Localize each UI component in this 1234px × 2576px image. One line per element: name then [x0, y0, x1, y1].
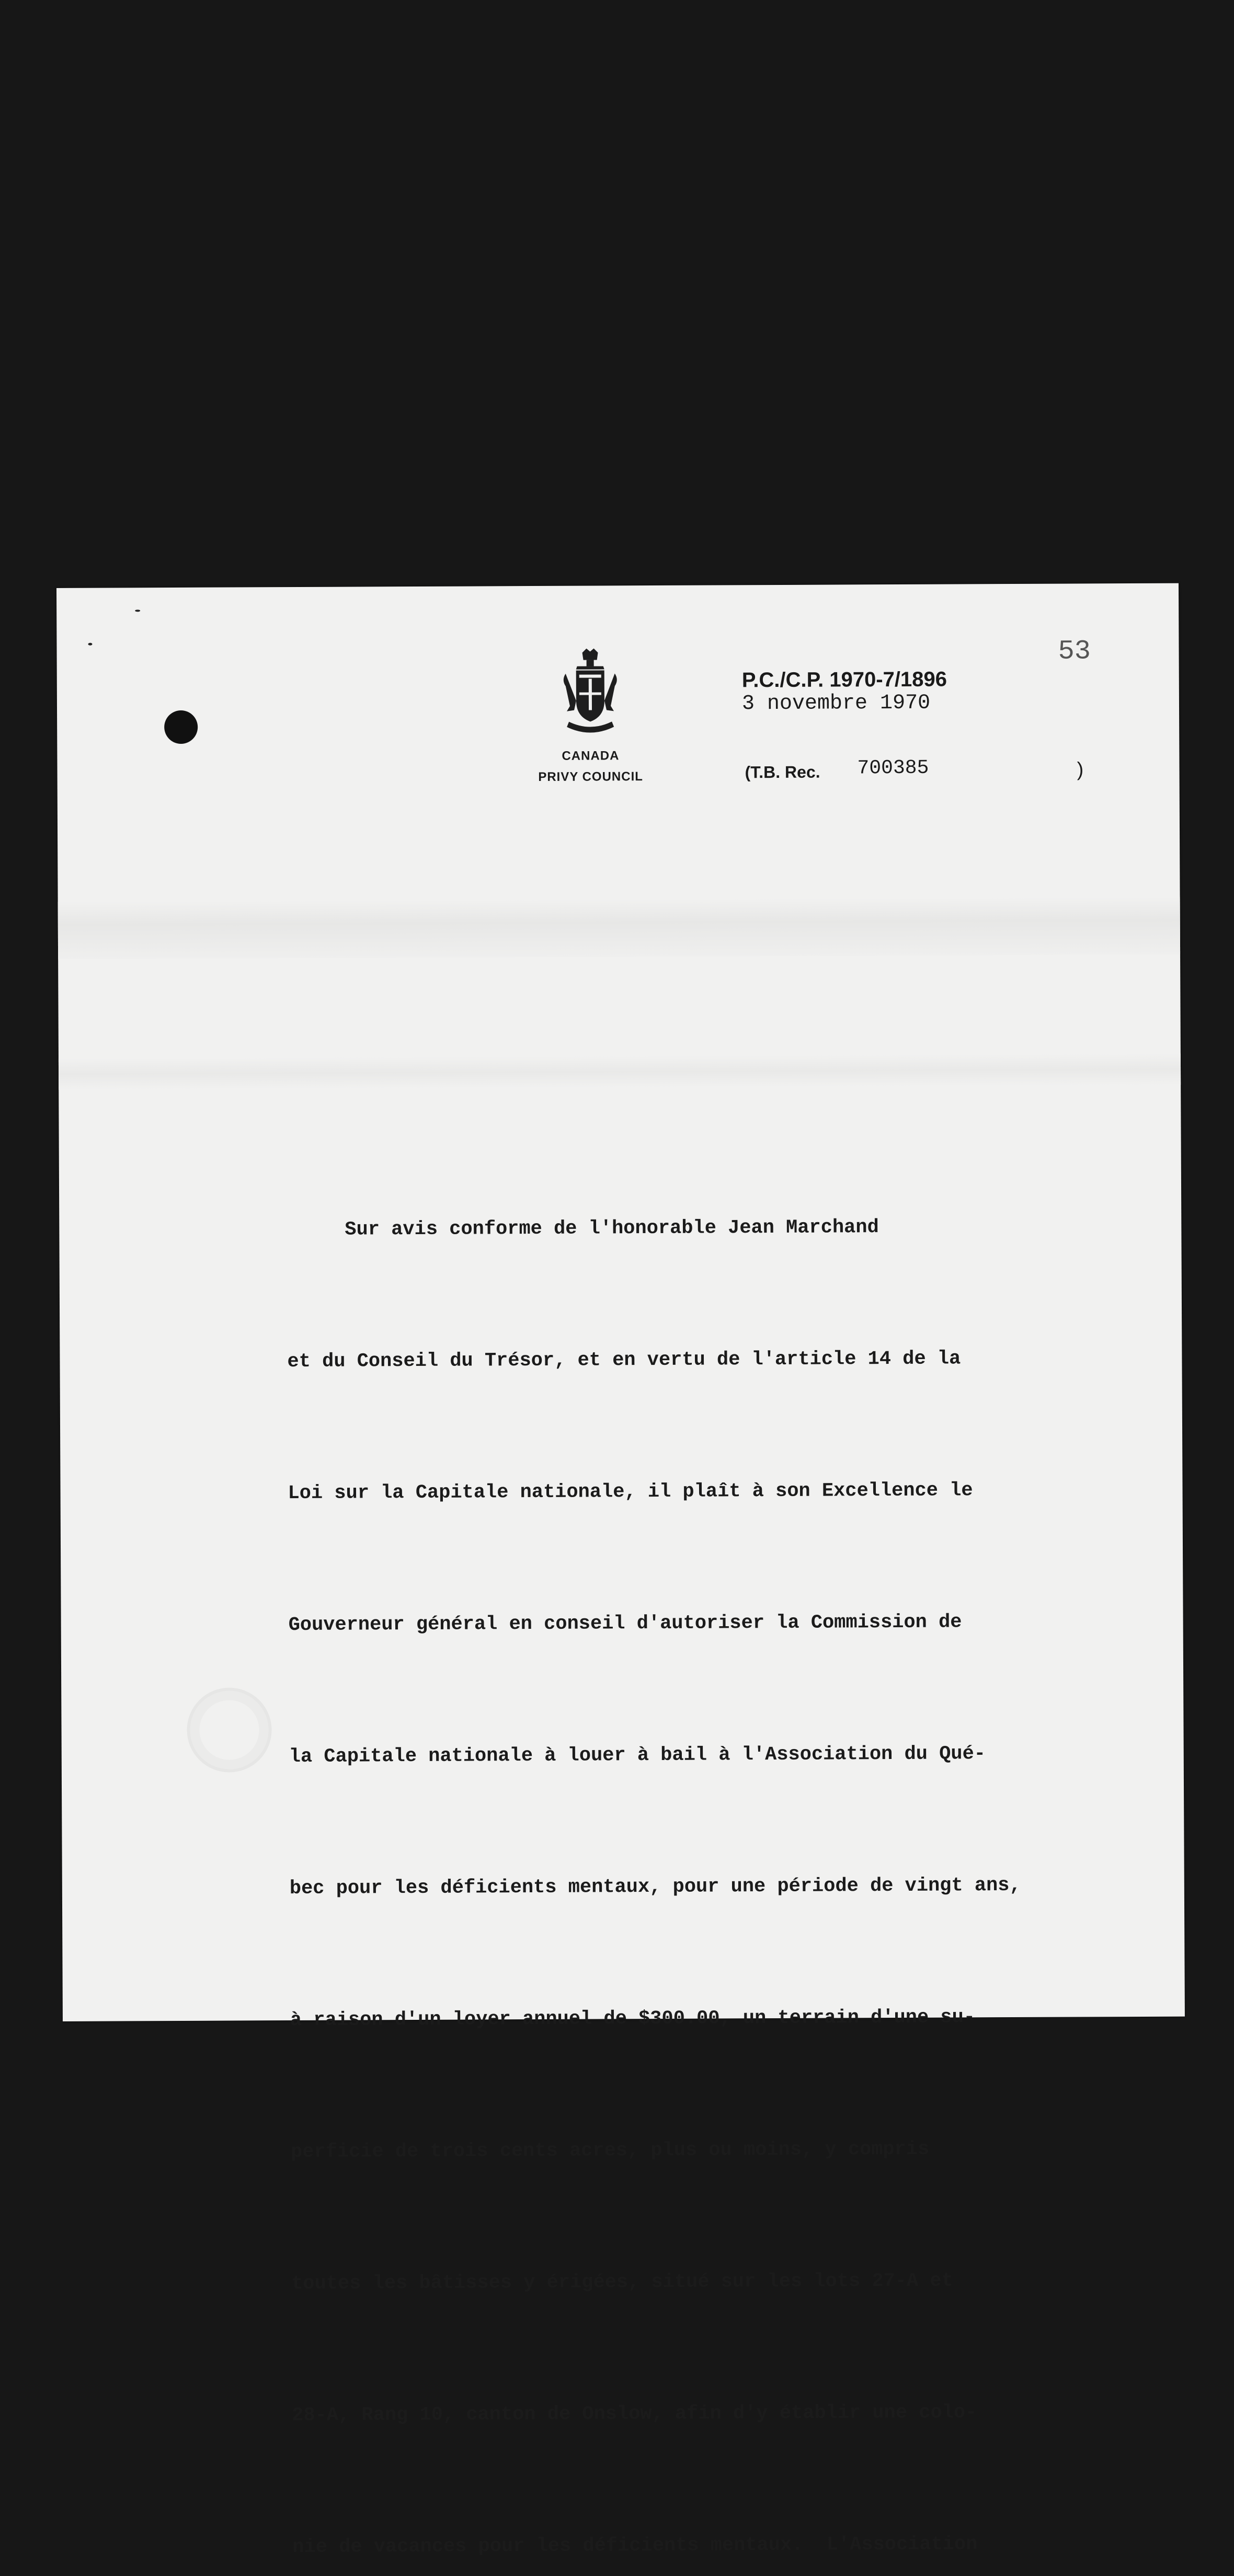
speck: [135, 610, 140, 612]
treasury-board-number: 700385: [857, 756, 929, 780]
punch-hole-icon: [164, 710, 198, 744]
body-line: à raison d'un loyer annuel de $300.00, un terrain d'une su-: [290, 2006, 976, 2032]
body-line: nie de vacances pour les déficients mentaux. L'Association: [292, 2533, 978, 2559]
body-line: perficie de trois cents acres, plus ou moins, y compris: [290, 2138, 930, 2164]
order-reference: P.C./C.P. 1970-7/1896: [741, 668, 947, 692]
country-label: CANADA: [562, 749, 620, 763]
body-line: 28-A, Rang 10, canton de Onslow, afin d'y établir une colo-: [292, 2401, 977, 2427]
document-page: [56, 583, 1185, 2559]
body-line: la Capitale nationale à louer à bail à l'Association du Qué-: [289, 1743, 986, 1768]
council-label: PRIVY COUNCIL: [538, 769, 643, 784]
body-line: Loi sur la Capitale nationale, il plaît à son Excellence le: [288, 1479, 973, 1505]
speck: [88, 643, 92, 646]
faint-stamp: [187, 1687, 272, 1773]
order-date: 3 novembre 1970: [741, 691, 931, 716]
treasury-board-label: (T.B. Rec.: [745, 762, 820, 782]
order-body: [286, 1117, 1157, 2576]
coat-of-arms-icon: [556, 648, 625, 738]
page-shading: [59, 1054, 1181, 1090]
body-line: Sur avis conforme de l'honorable Jean Marchand: [287, 1216, 879, 1241]
body-line: Gouverneur général en conseil d'autoriser la Commission de: [288, 1611, 962, 1637]
body-line: et du Conseil du Trésor, et en vertu de l'article 14 de la: [287, 1348, 961, 1373]
body-line: bec pour les déficients mentaux, pour une période de vingt ans,: [289, 1874, 1021, 1900]
treasury-board-close: ): [1077, 758, 1084, 781]
page-shading: [58, 897, 1180, 959]
body-line: toutes les bâtisses y érigées, situé sur les lots 27-A et: [291, 2270, 953, 2295]
page-number: 53: [1058, 636, 1091, 667]
